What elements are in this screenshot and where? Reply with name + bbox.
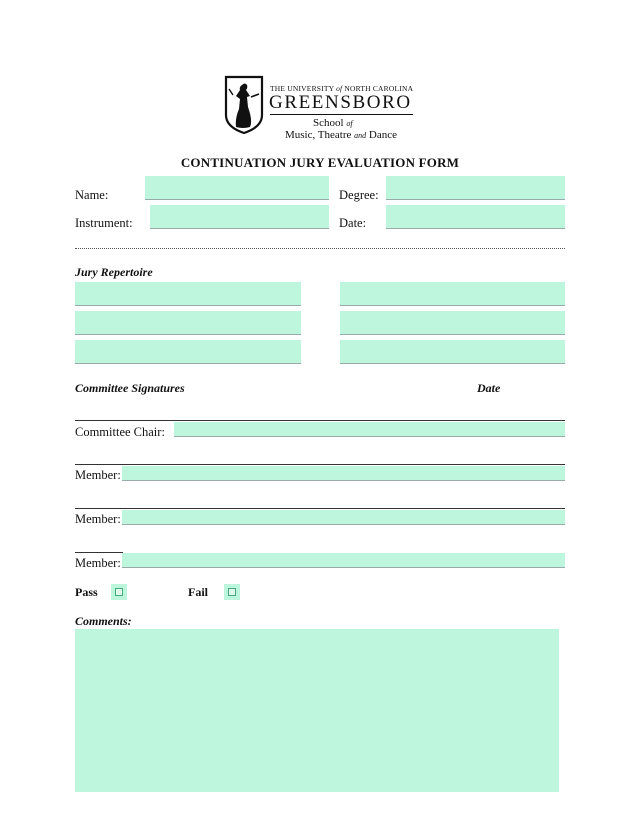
chair-label: Committee Chair: xyxy=(75,425,165,439)
fail-checkbox[interactable] xyxy=(224,584,240,600)
member2-label: Member: xyxy=(75,512,121,526)
logo-university-a: THE UNIVERSITY xyxy=(270,84,334,93)
fail-label: Fail xyxy=(188,585,208,599)
member1-field[interactable] xyxy=(122,466,565,481)
repertoire-field-right-2[interactable] xyxy=(340,311,565,335)
pass-checkbox[interactable] xyxy=(111,584,127,600)
signatures-heading: Committee Signatures xyxy=(75,381,185,395)
pass-label: Pass xyxy=(75,585,98,599)
repertoire-field-right-1[interactable] xyxy=(340,282,565,306)
comments-label: Comments: xyxy=(75,614,132,628)
comments-field[interactable] xyxy=(75,629,559,792)
member3-label: Member: xyxy=(75,556,121,570)
logo-school-of: of xyxy=(346,119,353,128)
instrument-label: Instrument: xyxy=(75,216,133,230)
logo-dept-and: and xyxy=(354,131,367,140)
repertoire-field-left-3[interactable] xyxy=(75,340,301,364)
form-title: CONTINUATION JURY EVALUATION FORM xyxy=(180,155,460,170)
section-divider xyxy=(75,248,565,249)
logo-university-of: of xyxy=(336,84,343,93)
degree-label: Degree: xyxy=(339,188,379,202)
repertoire-field-left-2[interactable] xyxy=(75,311,301,335)
repertoire-field-left-1[interactable] xyxy=(75,282,301,306)
member2-field[interactable] xyxy=(122,510,565,525)
chair-field[interactable] xyxy=(174,422,565,437)
logo-dept-a: Music, Theatre xyxy=(285,129,352,141)
member3-field[interactable] xyxy=(122,553,565,568)
name-field[interactable] xyxy=(145,176,329,200)
logo-school: School xyxy=(313,117,344,129)
logo-dept-b: Dance xyxy=(368,129,397,141)
date-label: Date: xyxy=(339,216,367,230)
member1-signature-line xyxy=(75,464,565,465)
logo-university-b: NORTH CAROLINA xyxy=(344,84,414,93)
member3-signature-line xyxy=(75,552,123,553)
shield-figure-icon xyxy=(224,75,264,135)
logo-campus: GREENSBORO xyxy=(269,92,412,113)
date-field[interactable] xyxy=(386,205,565,229)
instrument-field[interactable] xyxy=(150,205,329,229)
repertoire-heading: Jury Repertoire xyxy=(75,265,153,279)
member1-label: Member: xyxy=(75,468,121,482)
degree-field[interactable] xyxy=(386,176,565,200)
member2-signature-line xyxy=(75,508,565,509)
chair-signature-line xyxy=(75,420,565,421)
logo-divider xyxy=(270,114,413,115)
signatures-date-heading: Date xyxy=(477,381,501,395)
repertoire-field-right-3[interactable] xyxy=(340,340,565,364)
name-label: Name: xyxy=(75,188,109,202)
